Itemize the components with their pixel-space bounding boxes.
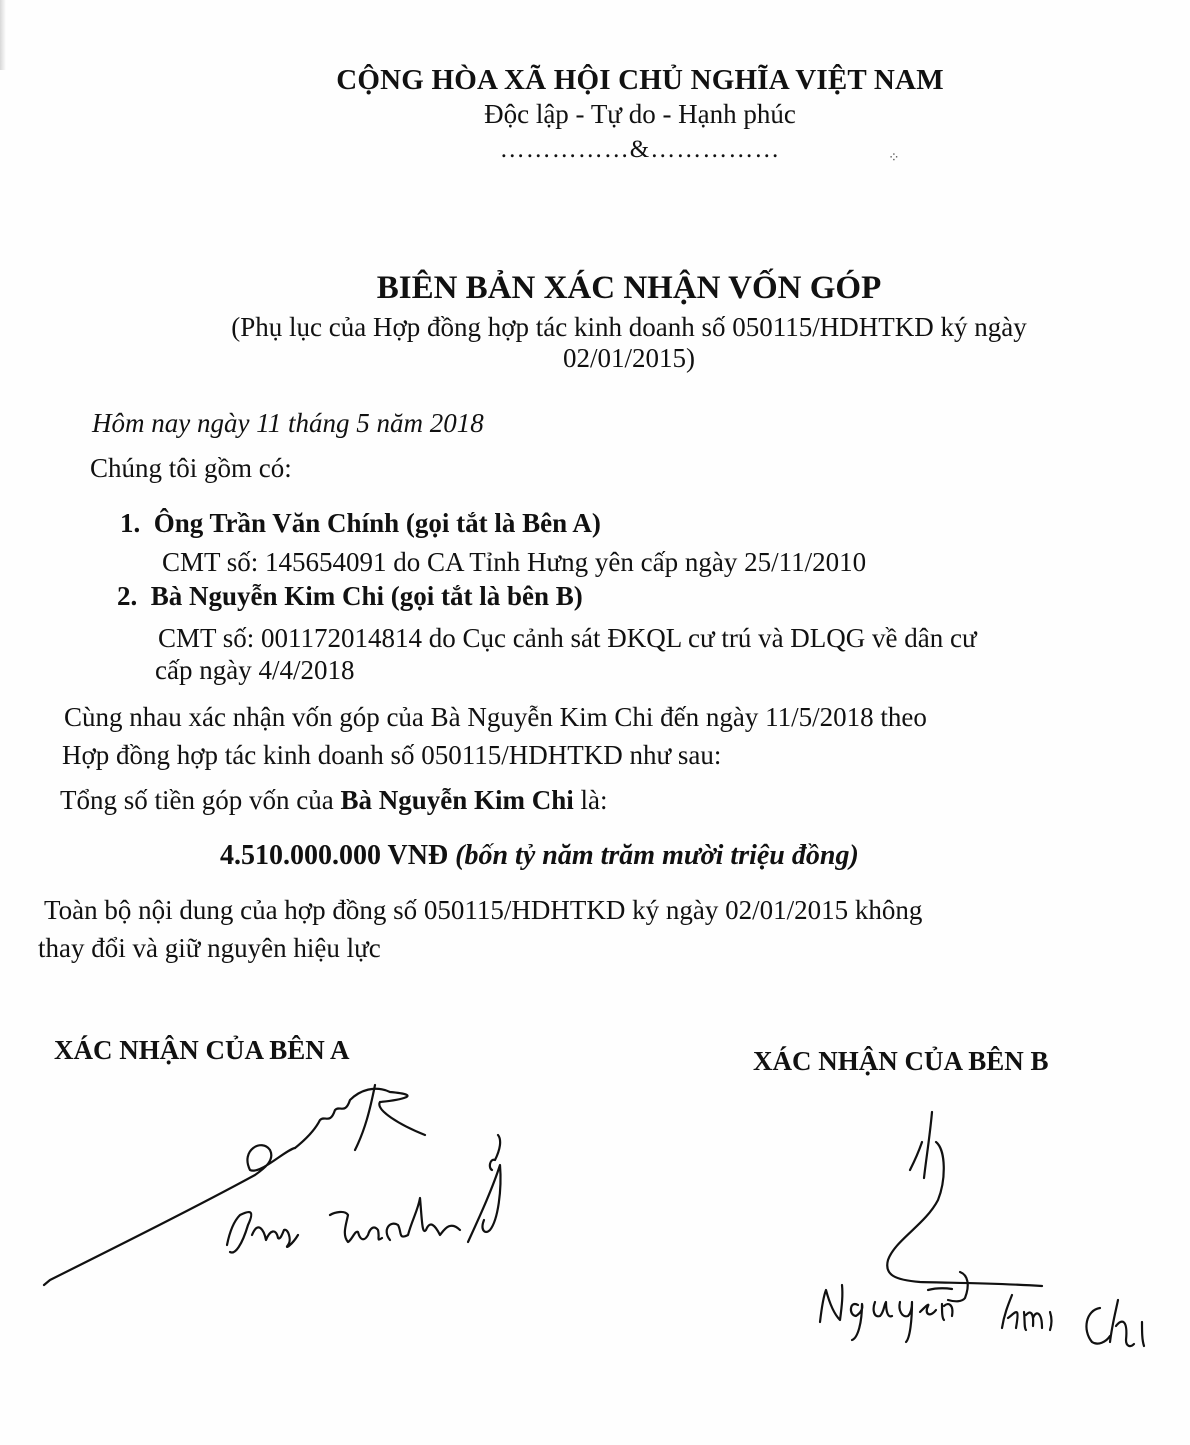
party-b-entry: [117, 581, 583, 612]
national-motto: Độc lập - Tự do - Hạnh phúc: [484, 99, 796, 129]
party-b-alias: (gọi tắt là bên B): [390, 581, 583, 611]
party-b-id-line2: cấp ngày 4/4/2018: [155, 655, 355, 685]
intro-line: Chúng tôi gồm có:: [90, 453, 292, 483]
party-a-signature: [30, 1080, 530, 1300]
confirm-line2: Hợp đồng hợp tác kinh doanh số 050115/HDHTKD như sau:: [62, 740, 722, 770]
header-divider: ……………&……………: [499, 136, 781, 163]
national-title: CỘNG HÒA XÃ HỘI CHỦ NGHĨA VIỆT NAM: [336, 64, 944, 96]
total-suffix: là:: [573, 785, 608, 815]
closing-line2: thay đổi và giữ nguyên hiệu lực: [38, 933, 381, 963]
document-subtitle-line1: (Phụ lục của Hợp đồng hợp tác kinh doanh số 050115/HDHTKD ký ngày: [231, 312, 1027, 342]
party-a-alias: (gọi tắt là Bên A): [405, 508, 601, 538]
party-a-id: CMT số: 145654091 do CA Tỉnh Hưng yên cấp ngày 25/11/2010: [162, 547, 867, 577]
party-b-signature: [780, 1090, 1190, 1390]
party-b-number: 2.: [117, 581, 138, 611]
party-a-number: 1.: [120, 508, 141, 538]
document-subtitle-line2: 02/01/2015): [563, 343, 695, 373]
party-b-signature-title: XÁC NHẬN CỦA BÊN B: [753, 1046, 1049, 1076]
total-name: Bà Nguyễn Kim Chi: [340, 785, 574, 815]
amount-line: [220, 840, 859, 872]
closing-line1: Toàn bộ nội dung của hợp đồng số 050115/HDHTKD ký ngày 02/01/2015 không: [44, 895, 923, 925]
amount-in-words: (bốn tỷ năm trăm mười triệu đồng): [455, 840, 859, 871]
confirm-line1: Cùng nhau xác nhận vốn góp của Bà Nguyễn Kim Chi đến ngày 11/5/2018 theo: [64, 702, 927, 732]
document-title: BIÊN BẢN XÁC NHẬN VỐN GÓP: [376, 270, 882, 306]
party-a-signature-title: XÁC NHẬN CỦA BÊN A: [54, 1035, 350, 1065]
scan-edge-shadow: [0, 0, 6, 70]
amount-value: 4.510.000.000 VNĐ: [220, 840, 449, 871]
total-prefix: Tổng số tiền góp vốn của: [60, 785, 341, 815]
scan-speck: ⁘: [888, 151, 900, 166]
party-b-id-line1: CMT số: 001172014814 do Cục cảnh sát ĐKQL cư trú và DLQG về dân cư: [158, 623, 977, 653]
total-contribution-line: [60, 785, 608, 816]
party-a-name: Ông Trần Văn Chính: [153, 508, 400, 538]
date-line: Hôm nay ngày 11 tháng 5 năm 2018: [92, 408, 484, 438]
party-b-name: Bà Nguyễn Kim Chi: [150, 581, 385, 611]
party-a-entry: [120, 508, 601, 539]
